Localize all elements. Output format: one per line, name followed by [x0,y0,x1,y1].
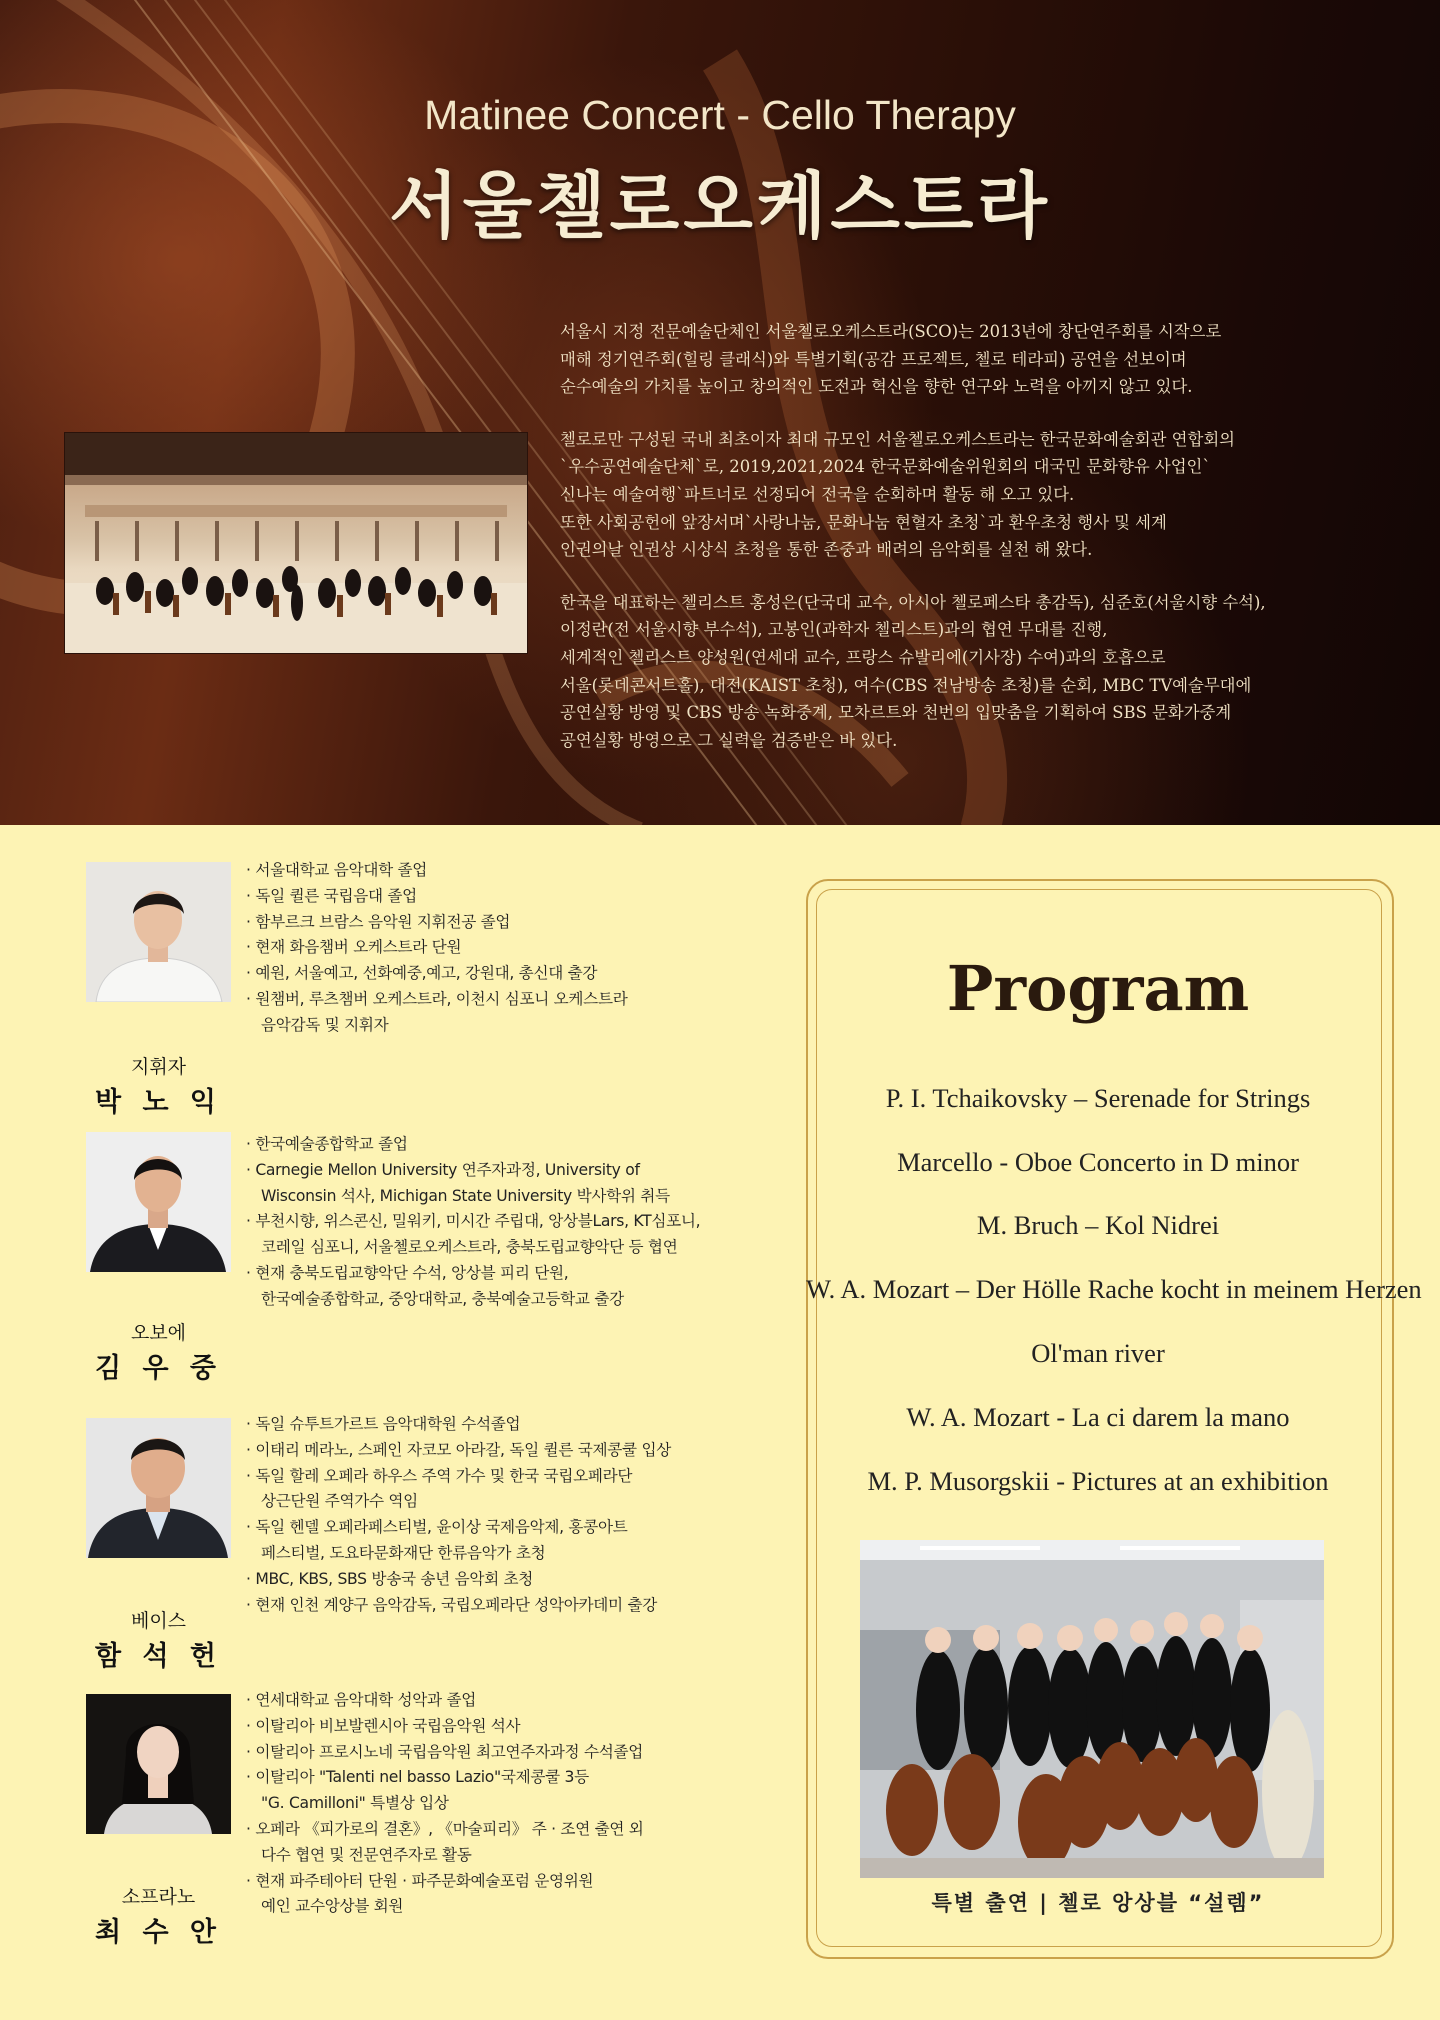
conductor-portrait [86,862,231,1002]
performer-bio [246,1688,644,1920]
program-item: M. P. Musorgskii - Pictures at an exhibition [867,1466,1329,1496]
bio-line: · 독일 슈투트가르트 음악대학원 수석졸업 [246,1415,521,1433]
portrait-illustration [86,1418,231,1558]
bio-line: 페스티벌, 도요타문화재단 한류음악가 초청 [261,1543,546,1562]
intro-line: 순수예술의 가치를 높이고 창의적인 도전과 혁신을 향한 연구와 노력을 아끼지 않고 있다. [560,377,1193,397]
ensemble-illustration [860,1540,1324,1878]
performer-role: 지휘자 [130,1056,187,1078]
bio-line: "G. Camilloni" 특별상 입상 [261,1794,449,1813]
bio-line: · Carnegie Mellon University 연주자과정, University of [246,1160,640,1179]
portrait-illustration [86,862,231,1002]
portrait-illustration [86,1694,231,1834]
intro-line: 이정란(전 서울시향 부수석), 고봉인(과학자 첼리스트)과의 협연 무대를 진행, [560,620,1108,640]
intro-line: `우수공연예술단체`로, 2019,2021,2024 한국문화예술위원회의 대국민 문화향유 사업인` [560,457,1211,477]
bio-line: 음악감독 및 지휘자 [261,1015,389,1034]
intro-line: 서울시 지정 전문예술단체인 서울첼로오케스트라(SCO)는 2013년에 창단연주회를 시작으로 [560,322,1222,341]
performer-bio [246,858,627,1039]
bio-line: · 현재 화음챔버 오케스트라 단원 [246,938,462,957]
bio-line: · 독일 헨델 오페라페스티벌, 윤이상 국제음악제, 홍콩아트 [246,1518,628,1537]
performer-name: 박 노 익 [94,1087,223,1118]
bio-line: · 한국예술종합학교 졸업 [246,1135,408,1153]
bio-line: 한국예술종합학교, 중앙대학교, 충북예술고등학교 출강 [261,1289,624,1308]
intro-paragraph [560,589,1400,755]
performer-name: 함 석 헌 [94,1641,223,1672]
bio-line: · 서울대학교 음악대학 졸업 [246,861,428,879]
orchestra-stage-photo [64,432,528,654]
bio-line: · MBC, KBS, SBS 방송국 송년 음악회 초청 [246,1569,534,1588]
special-guest-caption: 특별 출연 | 첼로 앙상블 “설렘” [931,1891,1265,1915]
intro-line: 공연실황 방영으로 그 실력을 검증받은 바 있다. [560,730,898,750]
intro-paragraph [560,426,1400,564]
program-item: Marcello - Oboe Concerto in D minor [897,1147,1299,1177]
bio-line: · 현재 파주테아터 단원 · 파주문화예술포럼 운영위원 [246,1871,594,1890]
bio-line: · 이탈리아 "Talenti nel basso Lazio"국제콩쿨 3등 [246,1768,589,1787]
performer-bio [246,1132,700,1313]
performer-role: 소프라노 [121,1886,196,1908]
intro-line: 매해 정기연주회(힐링 클래식)와 특별기획(공감 프로젝트, 첼로 테라피) 공연을 선보이며 [560,349,1187,369]
intro-paragraph [560,318,1400,401]
bio-line: · 함부르크 브람스 음악원 지휘전공 졸업 [246,912,511,931]
bio-line: · 독일 퀼른 국립음대 졸업 [246,886,417,905]
stage-illustration [65,433,527,653]
orchestra-introduction [560,318,1400,779]
program-item: W. A. Mozart - La ci darem la mano [906,1402,1290,1432]
bio-line: · 연세대학교 음악대학 성악과 졸업 [246,1691,476,1709]
portrait-illustration [86,1132,231,1272]
bio-line: · 이태리 메라노, 스페인 자코모 아라갈, 독일 퀼른 국제콩쿨 입상 [246,1440,671,1459]
bio-line: 예인 교수앙상블 회원 [261,1897,404,1916]
intro-line: 한국을 대표하는 첼리스트 홍성은(단국대 교수, 아시아 첼로페스타 총감독), 심준호(서울시향 수석), [560,592,1266,612]
performer-role: 베이스 [130,1610,187,1632]
bio-line: 상근단원 주역가수 역임 [261,1492,418,1511]
performer-name: 최 수 안 [94,1917,223,1948]
performer-name: 김 우 중 [94,1353,223,1384]
bio-line: · 예원, 서울예고, 선화예중,예고, 강원대, 총신대 출강 [246,964,598,983]
intro-line: 신나는 예술여행`파트너로 선정되어 전국을 순회하며 활동 해 오고 있다. [560,484,1075,504]
program-title: Program [946,952,1250,1025]
oboist-portrait [86,1132,231,1272]
bio-line: · 이탈리아 프로시노네 국립음악원 최고연주자과정 수석졸업 [246,1742,644,1761]
bio-line: · 이탈리아 비보발렌시아 국립음악원 석사 [246,1716,521,1735]
intro-line: 공연실황 방영 및 CBS 방송 녹화중계, 모차르트와 천번의 입맞춤을 기획하여 SBS 문화가중계 [560,703,1232,723]
program-item: Ol'man river [1031,1338,1165,1368]
intro-line: 서울(롯데콘서트홀), 대전(KAIST 초청), 여수(CBS 전남방송 초청)를 순회, MBC TV예술무대에 [560,675,1252,695]
header-banner [0,0,1440,825]
bio-line: · 오페라 《피가로의 결혼》, 《마술피리》 주 · 조연 출연 외 [246,1819,644,1838]
bio-line: · 현재 충북도립교향악단 수석, 앙상블 피리 단원, [246,1263,569,1282]
bio-line: 다수 협연 및 전문연주자로 활동 [261,1845,472,1864]
performer-bio [246,1412,671,1618]
intro-line: 인권의날 인권상 시상식 초청을 통한 존중과 배려의 음악회를 실천 해 왔다. [560,540,1093,560]
bio-line: · 독일 할레 오페라 하우스 주역 가수 및 한국 국립오페라단 [246,1466,633,1485]
program-item: W. A. Mozart – Der Hölle Rache kocht in meinem Herzen [806,1274,1422,1304]
intro-line: 첼로로만 구성된 국내 최초이자 최대 규모인 서울첼로오케스트라는 한국문화예술회관 연합회의 [560,429,1236,449]
program-item: P. I. Tchaikovsky – Serenade for Strings [885,1083,1311,1113]
bass-singer-portrait [86,1418,231,1558]
soprano-portrait [86,1694,231,1834]
cello-ensemble-photo [860,1540,1324,1878]
intro-line: 또한 사회공헌에 앞장서며`사랑나눔, 문화나눔 현혈자 초청`과 환우초청 행사 및 세계 [560,512,1167,532]
bio-line: · 현재 인천 계양구 음악감독, 국립오페라단 성악아카데미 출강 [246,1595,658,1614]
intro-line: 세계적인 첼리스트 양성원(연세대 교수, 프랑스 슈발리에(기사장) 수여)과의 호흡으로 [560,647,1166,667]
bio-line: · 원챔버, 루츠챔버 오케스트라, 이천시 심포니 오케스트라 [246,989,628,1008]
bio-line: 코레일 심포니, 서울첼로오케스트라, 충북도립교향악단 등 협연 [261,1238,678,1257]
program-item: M. Bruch – Kol Nidrei [976,1210,1220,1240]
bio-line: · 부천시향, 위스콘신, 밀워키, 미시간 주립대, 앙상블Lars, KT심포니, [246,1212,701,1231]
concert-subtitle: Matinee Concert - Cello Therapy [424,92,1016,138]
bio-line: Wisconsin 석사, Michigan State University 박사학위 취득 [261,1186,670,1205]
performer-role: 오보에 [130,1322,187,1344]
orchestra-title: 서울첼로오케스트라 [389,163,1051,248]
